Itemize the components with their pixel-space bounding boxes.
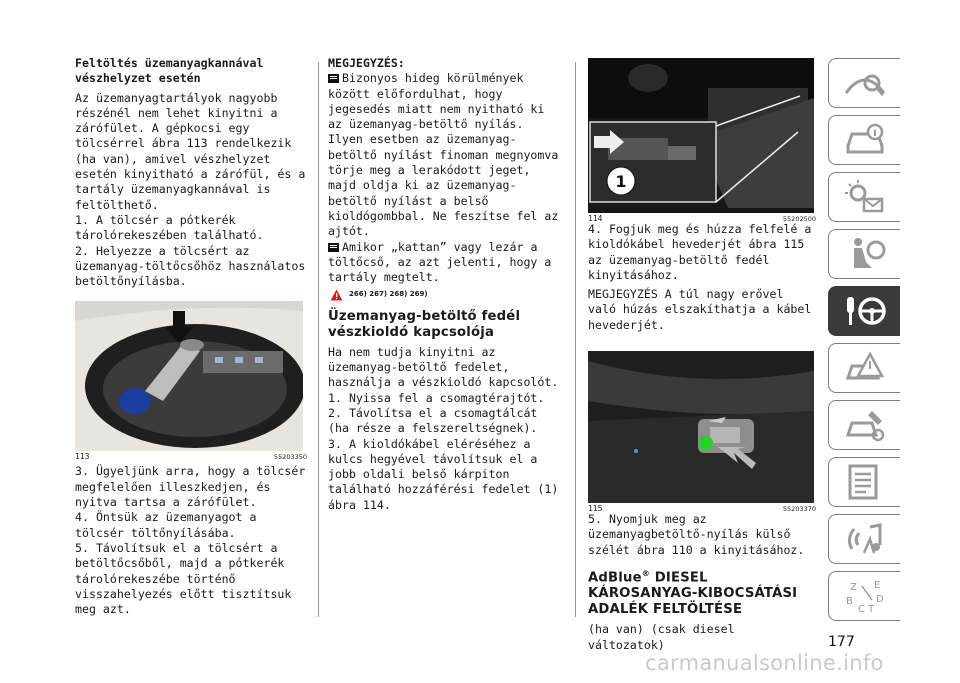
- section-heading-adblue: [588, 566, 816, 618]
- step-3: 3. Ügyeljünk arra, hogy a tölcsér megfelelően illeszkedjen, és nyitva tartsa a zárófület.: [75, 464, 306, 510]
- figure-code: 55203350: [273, 453, 307, 462]
- tab-servicing[interactable]: [828, 400, 900, 450]
- cable-photo: [588, 351, 814, 503]
- step-4: 4. Öntsük az üzemanyagot a tölcsér töltőnyílásába.: [75, 510, 257, 540]
- step-4: 4. Fogjuk meg és húzza felfelé a kioldókábel hevederjét ábra 115 az üzemanyag-betöltő fedél kinyitásához.: [588, 222, 812, 282]
- column-1: [75, 56, 307, 621]
- figure-number: 113: [75, 452, 90, 462]
- warning-reference-list: 266) 267) 268) 269): [349, 290, 428, 299]
- tab-index[interactable]: [828, 571, 900, 621]
- step-5: 5. Nyomjuk meg az üzemanyagbetöltő-nyílás külső szélét ábra 110 a kinyitásához.: [588, 512, 805, 557]
- column-3: [588, 58, 816, 657]
- figure-113-funnel: [75, 301, 303, 451]
- section-heading-emergency-release: Üzemanyag-betöltő fedél vészkioldó kapcsolója: [328, 308, 521, 340]
- index-letter: E: [873, 580, 880, 591]
- tab-multimedia[interactable]: [828, 514, 900, 564]
- index-letter: C: [857, 604, 865, 615]
- index-letter: B: [845, 596, 853, 607]
- adblue-brand: AdBlue: [588, 570, 642, 586]
- step-3: 3. A kioldókábel eléréséhez a kulcs hegyével távolítsuk el a jobb oldali belső kárpiton található hozzáférési fedelet (1) ábra 114.: [328, 436, 559, 512]
- tab-emergency[interactable]: [828, 343, 900, 393]
- figure-code: 55202500: [782, 215, 816, 223]
- tab-technical-data[interactable]: [828, 457, 900, 507]
- page-number: 177: [828, 634, 855, 650]
- note-title: MEGJEGYZÉS:: [328, 56, 405, 70]
- figure-code: 55203370: [782, 505, 816, 514]
- watermark: carmanualsonline.info: [645, 651, 884, 675]
- index-letter: T: [867, 604, 874, 615]
- tab-vehicle-info[interactable]: [828, 115, 900, 165]
- tab-warning-lights[interactable]: [828, 172, 900, 222]
- warning-triangle-icon: [330, 289, 343, 301]
- variant-note: (ha van) (csak diesel változatok): [588, 622, 735, 652]
- adblue-heading-text: DIESEL KÁROSANYAG-KIBOCSÁTÁSI ADALÉK FELTÖLTÉSE: [588, 570, 798, 618]
- funnel-photo: [75, 301, 303, 451]
- key-steering-wheel-icon: [842, 291, 888, 331]
- tab-starting-driving[interactable]: [828, 286, 900, 336]
- warning-references: [330, 287, 564, 302]
- step-2: 2. Helyezze a tölcsért az üzemanyag-töltőcsőhöz használatos betöltőnyílásba.: [75, 243, 306, 289]
- airbag-person-icon: [842, 234, 888, 274]
- car-service-icon: [842, 405, 888, 445]
- callout-label: 1: [615, 172, 627, 191]
- paragraph: Az üzemanyagtartályok nagyobb részénél nem lehet kinyitni a zárófület. A gépkocsi egy tölcsérrel ábra 113 rendelkezik (ha van), amivel vészhelyzet esetén kinyitható a zárófül, és a tartály üzemanyagkannával is feltölthető.: [75, 90, 306, 212]
- tab-safety[interactable]: [828, 229, 900, 279]
- index-letter: Z: [849, 582, 857, 593]
- step-1: 1. A tölcsér a pótkerék tárolórekeszében található.: [75, 212, 264, 243]
- note-1: [328, 71, 564, 239]
- column-divider: [575, 62, 576, 617]
- tab-dashboard[interactable]: [828, 58, 900, 108]
- step-2: 2. Távolítsa el a csomagtálcát (ha része a felszereltségnek).: [328, 405, 538, 436]
- registered-mark: ®: [641, 568, 650, 578]
- note-icon: [328, 243, 339, 252]
- note-2: [328, 240, 564, 286]
- column-divider: [318, 62, 319, 617]
- specifications-list-icon: [842, 462, 888, 502]
- sun-envelope-icon: [842, 177, 888, 217]
- step-1: 1. Nyissa fel a csomagtérajtót.: [328, 390, 545, 405]
- figure-114-trunk-panel: [588, 58, 814, 213]
- note-1-text: Bizonyos hideg körülmények között előfordulhat, hogy jegesedés miatt nem nyitható ki az üzemanyag-betöltő nyílás. Ilyen esetben az üzemanyag-betöltő nyílást finoman megnyomva törje meg a lerakódott jeget, majd oldja ki az üzemanyag-betöltő nyílást a belső kioldógombbal. Ne feszítse fel az ajtót.: [328, 71, 559, 239]
- section-heading-emergency-refuel: Feltöltés üzemanyagkannával vészhelyzet esetén: [75, 56, 264, 86]
- column-2: [328, 56, 564, 517]
- index-letter: D: [875, 594, 884, 605]
- dashboard-search-icon: [842, 63, 888, 103]
- car-warning-icon: [842, 348, 888, 388]
- alphabetical-index-icon: [842, 576, 888, 616]
- figure-number: 115: [588, 504, 603, 514]
- note-icon: [328, 74, 339, 83]
- note-2-text: Amikor „kattan” vagy lezár a töltőcső, az azt jelenti, hogy a tartály megtelt.: [328, 239, 552, 285]
- trunk-photo: [588, 58, 814, 213]
- figure-number: 114: [588, 214, 603, 223]
- paragraph: Ha nem tudja kinyitni az üzemanyag-betöltő fedelet, használja a vészkioldó kapcsolót.: [328, 344, 559, 390]
- figure-113-caption: [75, 452, 307, 462]
- multimedia-icon: [842, 519, 888, 559]
- step-5: 5. Távolítsuk el a tölcsért a betöltőcsőből, majd a pótkerék tárolórekeszébe történő visszahelyezés előtt tisztítsuk meg azt.: [75, 540, 292, 617]
- figure-115-release-cable: [588, 351, 814, 503]
- chapter-tabs: [828, 58, 900, 628]
- car-info-icon: [842, 120, 888, 160]
- note: MEGJEGYZÉS A túl nagy erővel való húzás elszakíthatja a kábel hevederjét.: [588, 287, 812, 332]
